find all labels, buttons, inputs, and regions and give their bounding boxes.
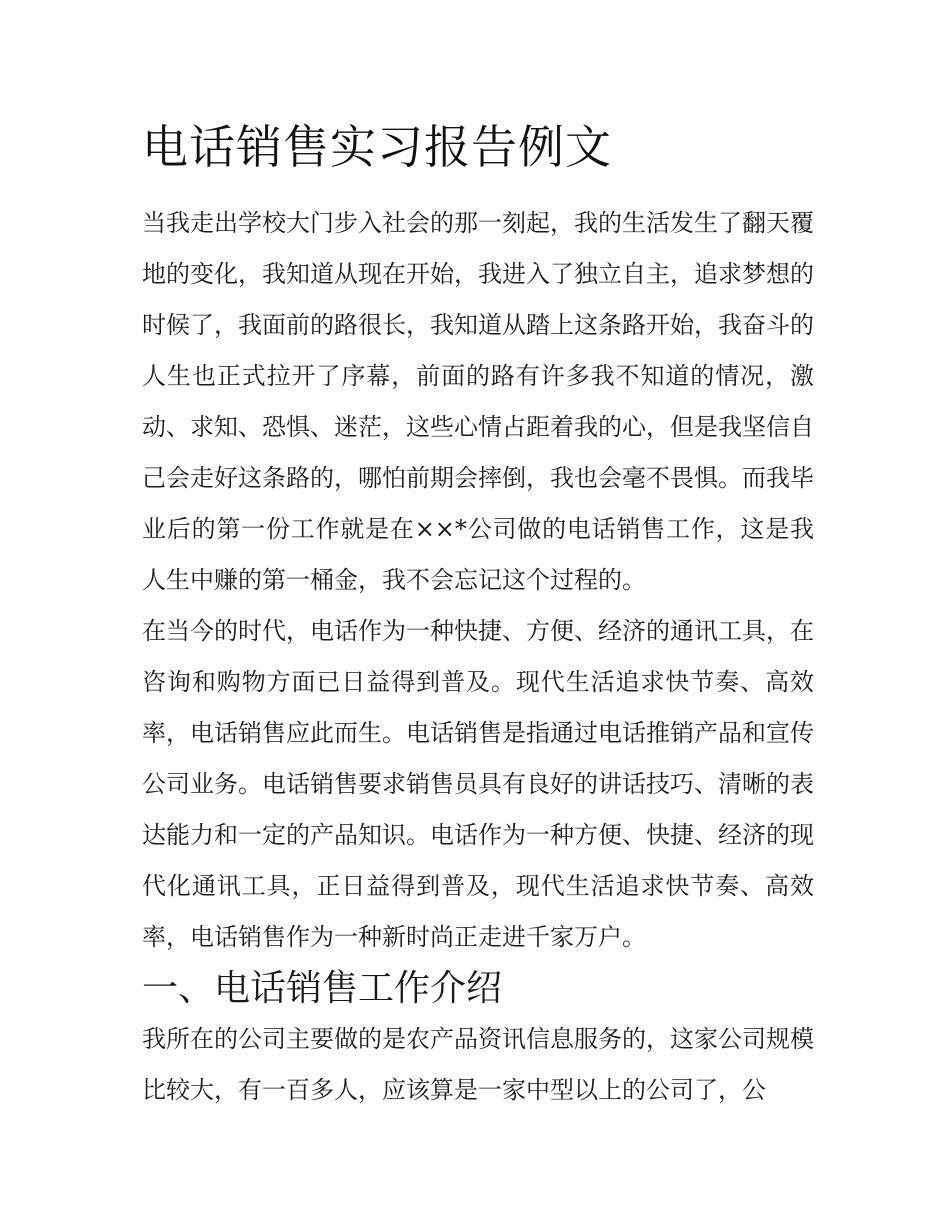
document-body (142, 198, 814, 1116)
document-title: 电话销售实习报告例文 (142, 120, 612, 174)
section-heading: 一、电话销售工作介绍 (142, 968, 503, 1009)
telemarketing-background-paragraph: 在当今的时代，电话作为一种快捷、方便、经济的通讯工具，在咨询和购物方面已日益得到普及。现代生活追求快节奏、高效率，电话销售应此而生。电话销售是指通过电话推销产品和宣传公司业务。电话销售要求销售员具有良好的讲话技巧、清晰的表达能力和一定的产品知识。电话作为一种方便、快捷、经济的现代化通讯工具，正日益得到普及，现代生活追求快节奏、高效率，电话销售作为一种新时尚正走进千家万户。 (142, 617, 814, 951)
intro-paragraph: 当我走出学校大门步入社会的那一刻起，我的生活发生了翻天覆地的变化，我知道从现在开始，我进入了独立自主，追求梦想的时候了，我面前的路很长，我知道从踏上这条路开始，我奋斗的人生也正式拉开了序幕，前面的路有许多我不知道的情况，激动、求知、恐惧、迷茫，这些心情占距着我的心，但是我坚信自己会走好这条路的，哪怕前期会摔倒，我也会毫不畏惧。而我毕业后的第一份工作就是在××*公司做的电话销售工作，这是我人生中赚的第一桶金，我不会忘记这个过程的。 (142, 209, 814, 594)
section-paragraph: 我所在的公司主要做的是农产品资讯信息服务的，这家公司规模比较大，有一百多人，应该算是一家中型以上的公司了，公 (142, 1025, 814, 1104)
